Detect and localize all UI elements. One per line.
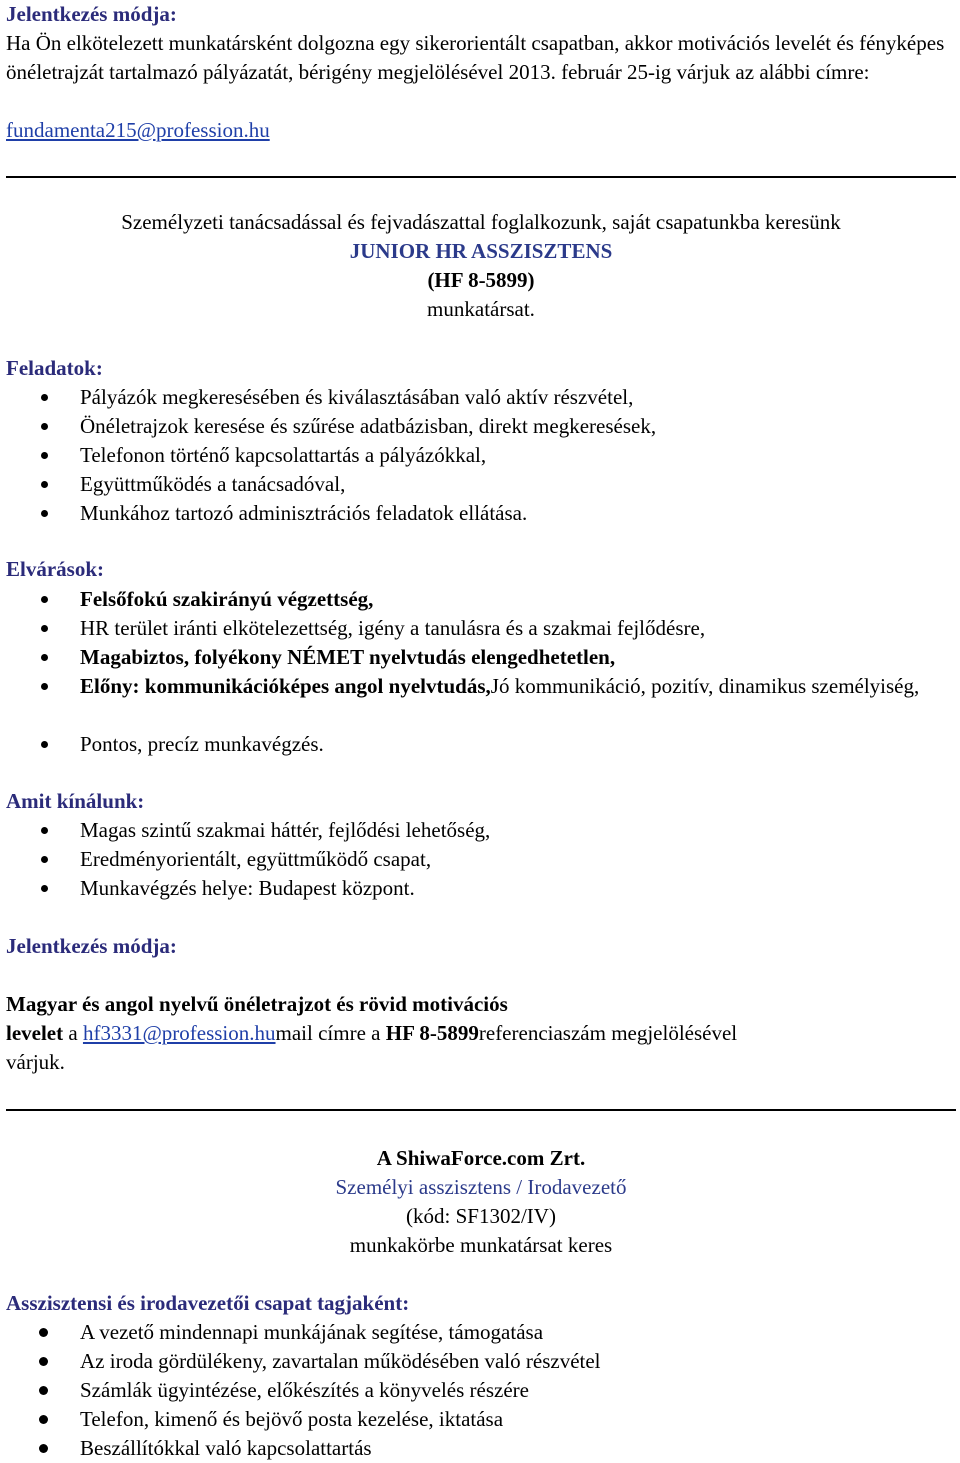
bullet-icon <box>39 1415 48 1424</box>
divider <box>6 1109 956 1111</box>
bullet-icon <box>41 394 48 401</box>
ad2-requirements-list <box>6 585 956 759</box>
divider <box>6 176 956 178</box>
list-item: Eredményorientált, együttműködő csapat, <box>6 845 956 874</box>
ad2-apply-line3: várjuk. <box>6 1050 65 1074</box>
bullet-icon <box>41 827 48 834</box>
bullet-icon <box>41 596 48 603</box>
list-item: Együttműködés a tanácsadóval, <box>6 470 956 499</box>
bullet-icon <box>41 481 48 488</box>
ad2-apply-line1: Magyar és angol nyelvű önéletrajzot és rövid motivációs <box>6 992 508 1016</box>
bullet-icon <box>41 452 48 459</box>
ad3-company: A ShiwaForce.com Zrt. <box>376 1146 586 1170</box>
bullet-icon <box>39 1357 48 1366</box>
ad2-offer-heading: Amit kínálunk: <box>6 789 145 813</box>
bullet-icon <box>41 423 48 430</box>
list-item: A vezető mindennapi munkájának segítése, támogatása <box>6 1318 956 1347</box>
ad2-tasks-list <box>6 383 956 528</box>
bullet-icon <box>39 1386 48 1395</box>
list-item: Munkához tartozó adminisztrációs feladatok ellátása. <box>6 499 956 528</box>
bullet-icon <box>41 856 48 863</box>
bullet-icon <box>41 625 48 632</box>
bullet-icon <box>41 683 48 690</box>
ad1-email-line <box>6 116 956 145</box>
ad1-email-link[interactable]: fundamenta215@profession.hu <box>6 118 270 142</box>
list-item: Munkavégzés helye: Budapest központ. <box>6 874 956 903</box>
ad3-suffix: munkakörbe munkatársat keres <box>349 1233 613 1257</box>
bullet-icon <box>41 741 48 748</box>
bullet-icon <box>41 885 48 892</box>
list-item: Pontos, precíz munkavégzés. <box>6 730 956 759</box>
ad2-apply-heading: Jelentkezés módja: <box>6 934 177 958</box>
ad2-job-code: (HF 8-5899) <box>427 268 535 292</box>
ad2-tasks-heading: Feladatok: <box>6 356 103 380</box>
ad1-apply-text: Ha Ön elkötelezett munkatársként dolgozna egy sikerorientált csapatban, akkor motivációs levelét és fényképes önéletrajzát tartalmazó pályázatát, bérigény megjelölésével 2013. február 25-ig várjuk az alábbi címre: <box>6 31 945 84</box>
list-item: Önéletrajzok keresése és szűrése adatbázisban, direkt megkeresések, <box>6 412 956 441</box>
list-item: Felsőfokú szakirányú végzettség, <box>6 585 956 614</box>
bullet-icon <box>39 1328 48 1337</box>
ad1-apply-heading: Jelentkezés módja: <box>6 2 177 26</box>
ad2-suffix: munkatársat. <box>427 297 535 321</box>
list-item: Telefon, kimenő és bejövő posta kezelése, iktatása <box>6 1405 956 1434</box>
list-item: Beszállítókkal való kapcsolattartás <box>6 1434 956 1463</box>
list-item: Számlák ügyintézése, előkészítés a könyvelés részére <box>6 1376 956 1405</box>
list-item: HR terület iránti elkötelezettség, igény a tanulásra és a szakmai fejlődésre, <box>6 614 956 643</box>
ad3-section-list <box>6 1318 956 1463</box>
ad3-job-code: (kód: SF1302/IV) <box>406 1204 556 1228</box>
bullet-icon <box>41 510 48 517</box>
list-item: Előny: kommunikációképes angol nyelvtudás,Jó kommunikáció, pozitív, dinamikus személyiség, <box>6 672 956 730</box>
list-item: Telefonon történő kapcsolattartás a pályázókkal, <box>6 441 956 470</box>
ad2-email-link[interactable]: hf3331@profession.hu <box>82 1021 276 1045</box>
ad2-offer-list <box>6 816 956 903</box>
ad2-requirements-heading: Elvárások: <box>6 557 105 581</box>
ad2-intro: Személyzeti tanácsadással és fejvadászattal foglalkozunk, saját csapatunkba keresünk <box>121 210 841 234</box>
ad2-job-title: JUNIOR HR ASSZISZTENS <box>349 239 613 263</box>
list-item: Magabiztos, folyékony NÉMET nyelvtudás elengedhetetlen, <box>6 643 956 672</box>
bullet-icon <box>41 654 48 661</box>
bullet-icon <box>39 1444 48 1453</box>
list-item: Az iroda gördülékeny, zavartalan működésében való részvétel <box>6 1347 956 1376</box>
ad3-job-title: Személyi asszisztens / Irodavezető <box>335 1175 627 1199</box>
list-item: Pályázók megkeresésében és kiválasztásában való aktív részvétel, <box>6 383 956 412</box>
ad2-apply-line2: levelet a hf3331@profession.humail címre a HF 8-5899referenciaszám megjelölésével <box>6 1021 738 1045</box>
ad3-section-heading: Asszisztensi és irodavezetői csapat tagjaként: <box>6 1291 410 1315</box>
list-item: Magas szintű szakmai háttér, fejlődési lehetőség, <box>6 816 956 845</box>
